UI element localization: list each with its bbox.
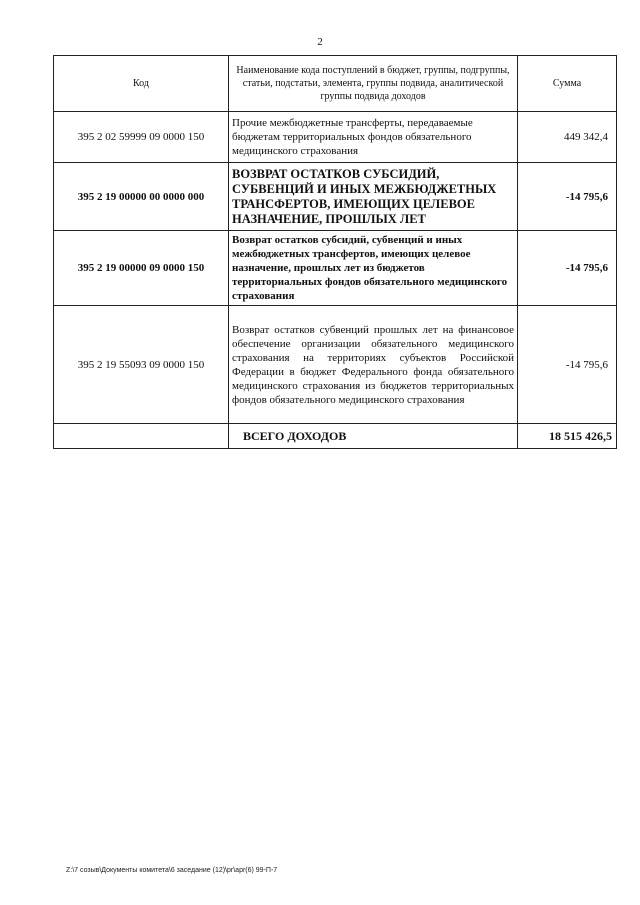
row-name: Прочие межбюджетные трансферты, передаваемые бюджетам территориальных фондов обязательного медицинского страхования	[229, 112, 518, 163]
table-header-row	[54, 56, 617, 112]
table-row	[54, 112, 617, 163]
table-row	[54, 231, 617, 306]
revenue-table	[53, 55, 617, 449]
row-name: Возврат остатков субсидий, субвенций и иных межбюджетных трансфертов, имеющих целевое назначение, прошлых лет из бюджетов территориальных фондов обязательного медицинского страхования	[229, 231, 518, 306]
row-code: 395 2 19 00000 00 0000 000	[54, 163, 229, 231]
table-row	[54, 306, 617, 424]
row-code: 395 2 19 00000 09 0000 150	[54, 231, 229, 306]
total-label: ВСЕГО ДОХОДОВ	[229, 424, 518, 449]
footer-file-path: Z:\7 созыв\Документы комитета\6 заседание (12)\pr\apr(6) 99-П-7	[66, 867, 278, 874]
page-number: 2	[317, 36, 323, 48]
row-name: Возврат остатков субвенций прошлых лет на финансовое обеспечение организации обязательного медицинского страхования на территориях субъектов Российской Федерации в бюджет Федерального фонда обязательного медицинского страхования из бюджетов территориальных фондов обязательного медицинского страхования	[229, 306, 518, 424]
table-row	[54, 163, 617, 231]
row-sum: 449 342,4	[518, 112, 617, 163]
header-name: Наименование кода поступлений в бюджет, группы, подгруппы, статьи, подстатьи, элемента, группы подвида, аналитической группы подвида доходов	[229, 56, 518, 112]
row-code: 395 2 19 55093 09 0000 150	[54, 306, 229, 424]
row-sum: -14 795,6	[518, 231, 617, 306]
row-sum: -14 795,6	[518, 163, 617, 231]
total-sum: 18 515 426,5	[518, 424, 617, 449]
header-sum: Сумма	[518, 56, 617, 112]
total-empty-cell	[54, 424, 229, 449]
row-sum: -14 795,6	[518, 306, 617, 424]
row-code: 395 2 02 59999 09 0000 150	[54, 112, 229, 163]
row-name: ВОЗВРАТ ОСТАТКОВ СУБСИДИЙ, СУБВЕНЦИЙ И ИНЫХ МЕЖБЮДЖЕТНЫХ ТРАНСФЕРТОВ, ИМЕЮЩИХ ЦЕЛЕВОЕ НАЗНАЧЕНИЕ, ПРОШЛЫХ ЛЕТ	[229, 163, 518, 231]
header-code: Код	[54, 56, 229, 112]
total-row	[54, 424, 617, 449]
